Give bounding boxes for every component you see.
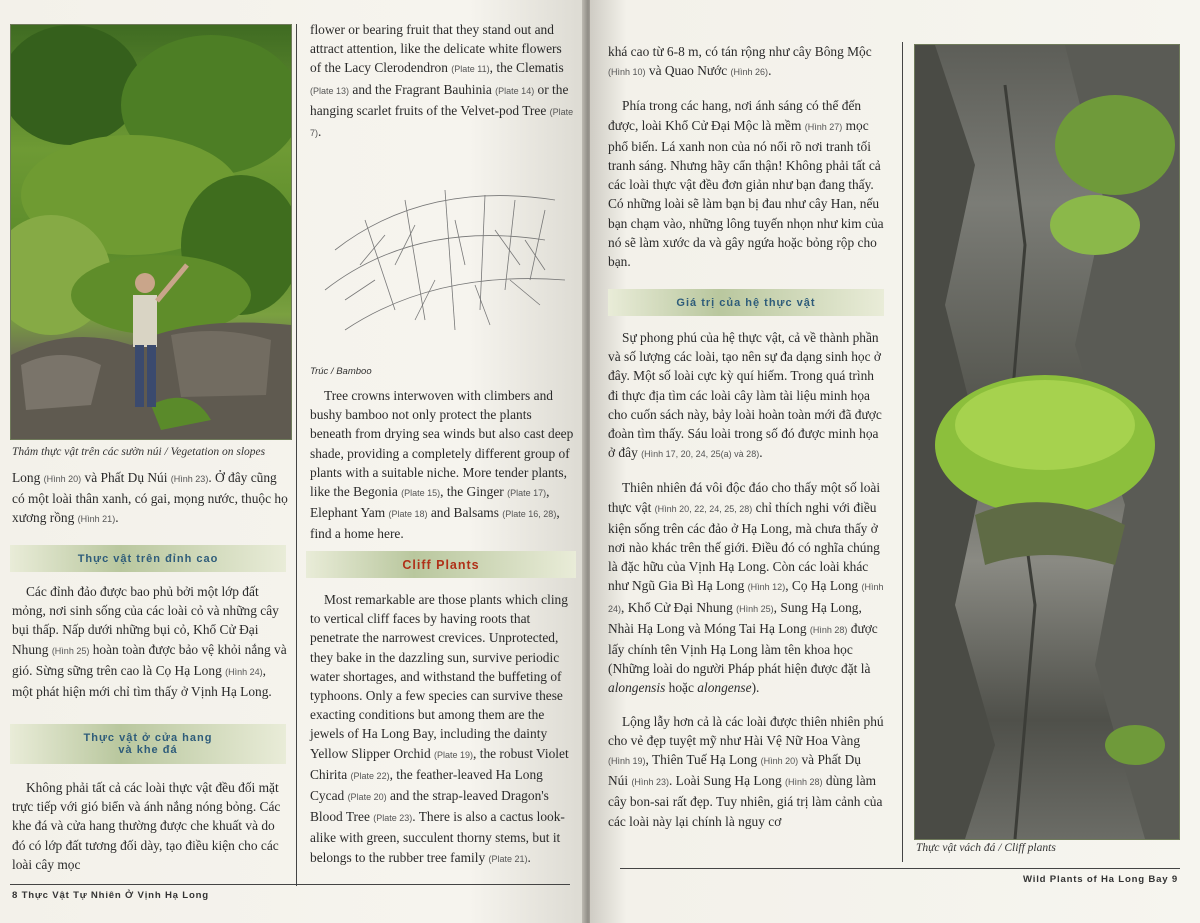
cliff-photo [914,44,1180,840]
right-column-para-2: Phía trong các hang, nơi ánh sáng có thể đến được, loài Khổ Cử Đại Mộc là mềm (Hình 27) mọc phổ biến. Lá xanh non của nó nổi rõ nơi tranh tối tranh sáng. Nhưng hãy cẩn thận! Không phải tất cả các loài thực vật đều đơn giản như bạn đang thấy. Có những loài sẽ làm bạn bị đau như cây Han, nếu bạn chạm vào, những lông tuyến nhọn như kim của nó sẽ làm xước da và gây ngứa hoặc bỏng rộp cho bạn. [608,98,884,270]
heading-cave-mouth-plants: Thực vật ở cửa hang và khe đá [10,724,286,764]
right-column-para-3: Sự phong phú của hệ thực vật, cả về thành phần và số lượng các loài, tạo nên sự đa dạng sinh học ở đây. Một số loài cực kỳ quí hiếm. Trong quá trình đi thực địa tìm các loài cây làm tài liệu minh họa cho cuốn sách này, bảy loài hoàn toàn mới đã được đoàn tìm thấy. Sáu loài trong số đó được minh họa ở đây (Hình 17, 20, 24, 25(a) và 28). [608,330,882,461]
heading-summit-plants: Thực vật trên đỉnh cao [10,545,286,572]
middle-column-part-3 [310,590,576,879]
bamboo-sketch-caption: Trúc / Bamboo [310,366,372,377]
right-column [608,42,884,281]
left-column-para-2: Các đỉnh đảo được bao phủ bởi một lớp đất mỏng, nơi sinh sống của các loài cỏ và những cây bụi thấp. Nấp dưới những bụi cỏ, Khổ Cử Đại Nhung (Hình 25) hoàn toàn được bảo vệ khỏi nắng và gió. Sừng sững trên cao là Cọ Hạ Long (Hình 24), một phát hiện mới chỉ tìm thấy ở Vịnh Hạ Long. [12,584,287,700]
right-footer-rule [620,868,1180,869]
left-column-para-1: Long (Hình 20) và Phất Dụ Núi (Hình 23). Ở đây cũng có một loài thân xanh, có gai, mọng nước, thuộc họ xương rồng (Hình 21). [12,470,288,526]
left-column [12,468,288,540]
left-page [0,0,586,923]
middle-column-part-2 [310,386,576,554]
cliff-illustration [915,45,1179,839]
vegetation-photo [10,24,292,440]
right-column-divider [902,42,903,862]
vegetation-illustration [11,25,291,439]
middle-column-para-1: flower or bearing fruit that they stand out and attract attention, like the delicate white flowers of the Lacy Clerodendron (Plate 11), the Clematis (Plate 13) and the Fragrant Bauhinia (Plate 14) or the hanging scarlet fruits of the Velvet-pod Tree (Plate 7). [310,22,574,140]
middle-column [310,20,576,153]
left-footer-rule [10,884,570,885]
right-column-para-5: Lộng lẫy hơn cả là các loài được thiên nhiên phú cho vẻ đẹp tuyệt mỹ như Hài Vệ Nữ Hoa Vàng (Hình 19), Thiên Tuế Hạ Long (Hình 20) và Phất Dụ Núi (Hình 23). Loài Sung Hạ Long (Hình 28) dùng làm cây bon-sai rất đẹp. Tuy nhiên, giá trị làm cảnh của các loài này lại chính là nguy cơ [608,713,884,829]
vegetation-photo-caption: Thảm thực vật trên các sườn núi / Vegetation on slopes [12,446,266,458]
heading-cliff-plants: Cliff Plants [306,551,576,578]
right-column-para-4: Thiên nhiên đá vôi độc đáo cho thấy một số loài thực vật (Hình 20, 22, 24, 25, 28) chỉ thích nghi với điều kiện sống trên các đảo ở Hạ Long, mà chưa thấy ở nơi nào khác trên thế giới. Điều đó có nghĩa chúng là đặc hữu của Vịnh Hạ Long. Còn các loài khác như Ngũ Gia Bì Hạ Long (Hình 12), Cọ Hạ Long (Hình 24), Khổ Cử Đại Nhung (Hình 25), Sung Hạ Long, Nhài Hạ Long và Móng Tai Hạ Long (Hình 28) được lấy chính tên Vịnh Hạ Long làm tên khoa học (Những loài do người Pháp phát hiện được đặt là alongensis hoặc alongense). [608,480,884,696]
left-column-para-3: Không phải tất cả các loài thực vật đều đối mặt trực tiếp với gió biển và ánh nắng nóng bỏng. Các khe đá và cửa hang thường được che khuất và do đó có lớp đất tương đối dày, tạo điều kiện cho các loài cây mọc [12,780,281,872]
right-page [590,0,1200,923]
right-column-para-1: khá cao từ 6-8 m, có tán rộng như cây Bông Mộc (Hình 10) và Quao Nước (Hình 26). [608,44,872,79]
bamboo-sketch [305,160,575,360]
middle-column-para-2: Tree crowns interwoven with climbers and bushy bamboo not only protect the plants beneath from drying sea winds but also cast deep shade, providing a completely different group of plants with a suitable niche. More tender plants, like the Begonia (Plate 15), the Ginger (Plate 17), Elephant Yam (Plate 18) and Balsams (Plate 16, 28), find a home here. [310,388,574,542]
right-page-footer: Wild Plants of Ha Long Bay 9 [1022,874,1178,885]
left-column-divider [296,24,297,886]
right-column-part-2 [608,328,884,841]
cliff-photo-caption: Thực vật vách đá / Cliff plants [916,842,1056,854]
left-page-footer: 8 Thực Vật Tự Nhiên Ở Vịnh Hạ Long [12,890,209,901]
middle-column-para-3: Most remarkable are those plants which cling to vertical cliff faces by having roots that penetrate the narrowest crevices. Unprotected, they bake in the dazzling sun, survive periodic water shortages, and withstand the buffeting of typhoons. Only a few species can survive these exacting conditions but among them are the jewels of Ha Long Bay, including the dainty Yellow Slipper Orchid (Plate 19), the robust Violet Chirita (Plate 22), the feather-leaved Ha Long Cycad (Plate 20) and the strap-leaved Dragon's Blood Tree (Plate 23). There is also a cactus look-alike with green, succulent thorny stems, but it belongs to the rubber tree family (Plate 21). [310,592,569,865]
left-column-part-3 [12,778,288,884]
heading-flora-value: Giá trị của hệ thực vật [608,289,884,316]
left-column-part-2 [12,582,288,711]
